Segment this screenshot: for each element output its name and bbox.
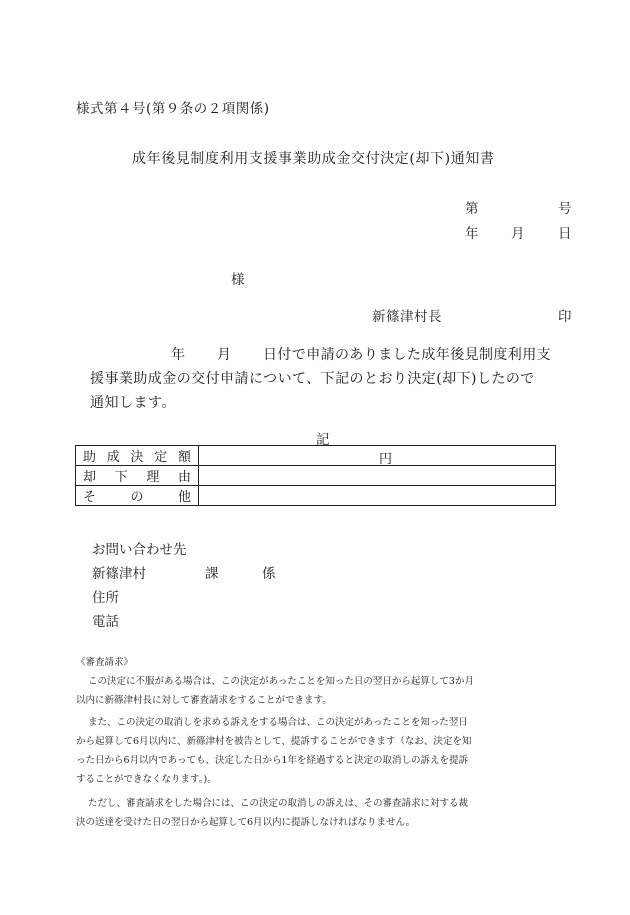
body-line-3: 通知します。 <box>90 395 176 411</box>
grant-amount-cell <box>199 446 556 466</box>
notes-line: ただし、審査請求をした場合には、この決定の取消しの訴えは、その審査請求に対する裁 <box>88 798 469 809</box>
notes-line: この決定に不服がある場合は、この決定があったことを知った日の翌日から起算して3か月 <box>88 676 474 687</box>
number-suffix: 号 <box>558 201 572 217</box>
body-line-1: 日付で申請のありました成年後見制度利用支 <box>263 347 551 363</box>
date-month-label: 月 <box>511 226 525 242</box>
yen-unit: 円 <box>379 452 393 467</box>
table-row <box>76 466 556 486</box>
notes-line: することができなくなります。)。 <box>76 774 217 785</box>
ki-heading: 記 <box>316 432 330 448</box>
seal-mark: 印 <box>558 309 572 325</box>
addressee-honorific: 様 <box>231 272 245 288</box>
body-date-year: 年 <box>171 347 185 363</box>
contact-section: 課 <box>205 566 219 582</box>
table-row <box>76 486 556 506</box>
form-number: 様式第４号(第９条の２項関係) <box>76 101 270 117</box>
row-label-rejection-reason: 却下理由 <box>76 466 199 486</box>
contact-phone-label: 電話 <box>92 614 119 630</box>
notes-line: った日から6月以内であっても、決定した日から1年を経過すると決定の取消しの訴えを提訴 <box>76 755 468 766</box>
body-line-2: 援事業助成金の交付申請について、下記のとおり決定(却下)したので <box>90 371 535 387</box>
date-year-label: 年 <box>465 226 479 242</box>
number-prefix: 第 <box>465 201 479 217</box>
row-label-grant-amount: 助成決定額 <box>76 446 199 466</box>
contact-unit: 係 <box>262 566 276 582</box>
contact-title: お問い合わせ先 <box>92 542 187 558</box>
issuer-name: 新篠津村長 <box>372 309 442 325</box>
row-label-other: その他 <box>76 486 199 506</box>
decision-table <box>75 445 556 506</box>
notes-line: 決の送達を受けた日の翌日から起算して6月以内に提訴しなければなりません。 <box>76 817 416 828</box>
date-day-label: 日 <box>558 226 572 242</box>
notes-heading: 《審査請求》 <box>76 657 134 668</box>
notes-line: 以内に新篠津村長に対して審査請求をすることができます。 <box>76 695 332 706</box>
table-row <box>76 446 556 466</box>
document-title: 成年後見制度利用支援事業助成金交付決定(却下)通知書 <box>132 151 495 167</box>
body-date-month: 月 <box>217 347 231 363</box>
notes-line: から起算して6月以内に、新篠津村を被告として、提訴することができます（なお、決定を知 <box>76 736 472 747</box>
other-cell <box>199 486 556 506</box>
rejection-reason-cell <box>199 466 556 486</box>
notes-line: また、この決定の取消しを求める訴えをする場合は、この決定があったことを知った翌日 <box>88 717 468 728</box>
contact-address-label: 住所 <box>92 590 119 606</box>
contact-office: 新篠津村 <box>92 566 146 582</box>
